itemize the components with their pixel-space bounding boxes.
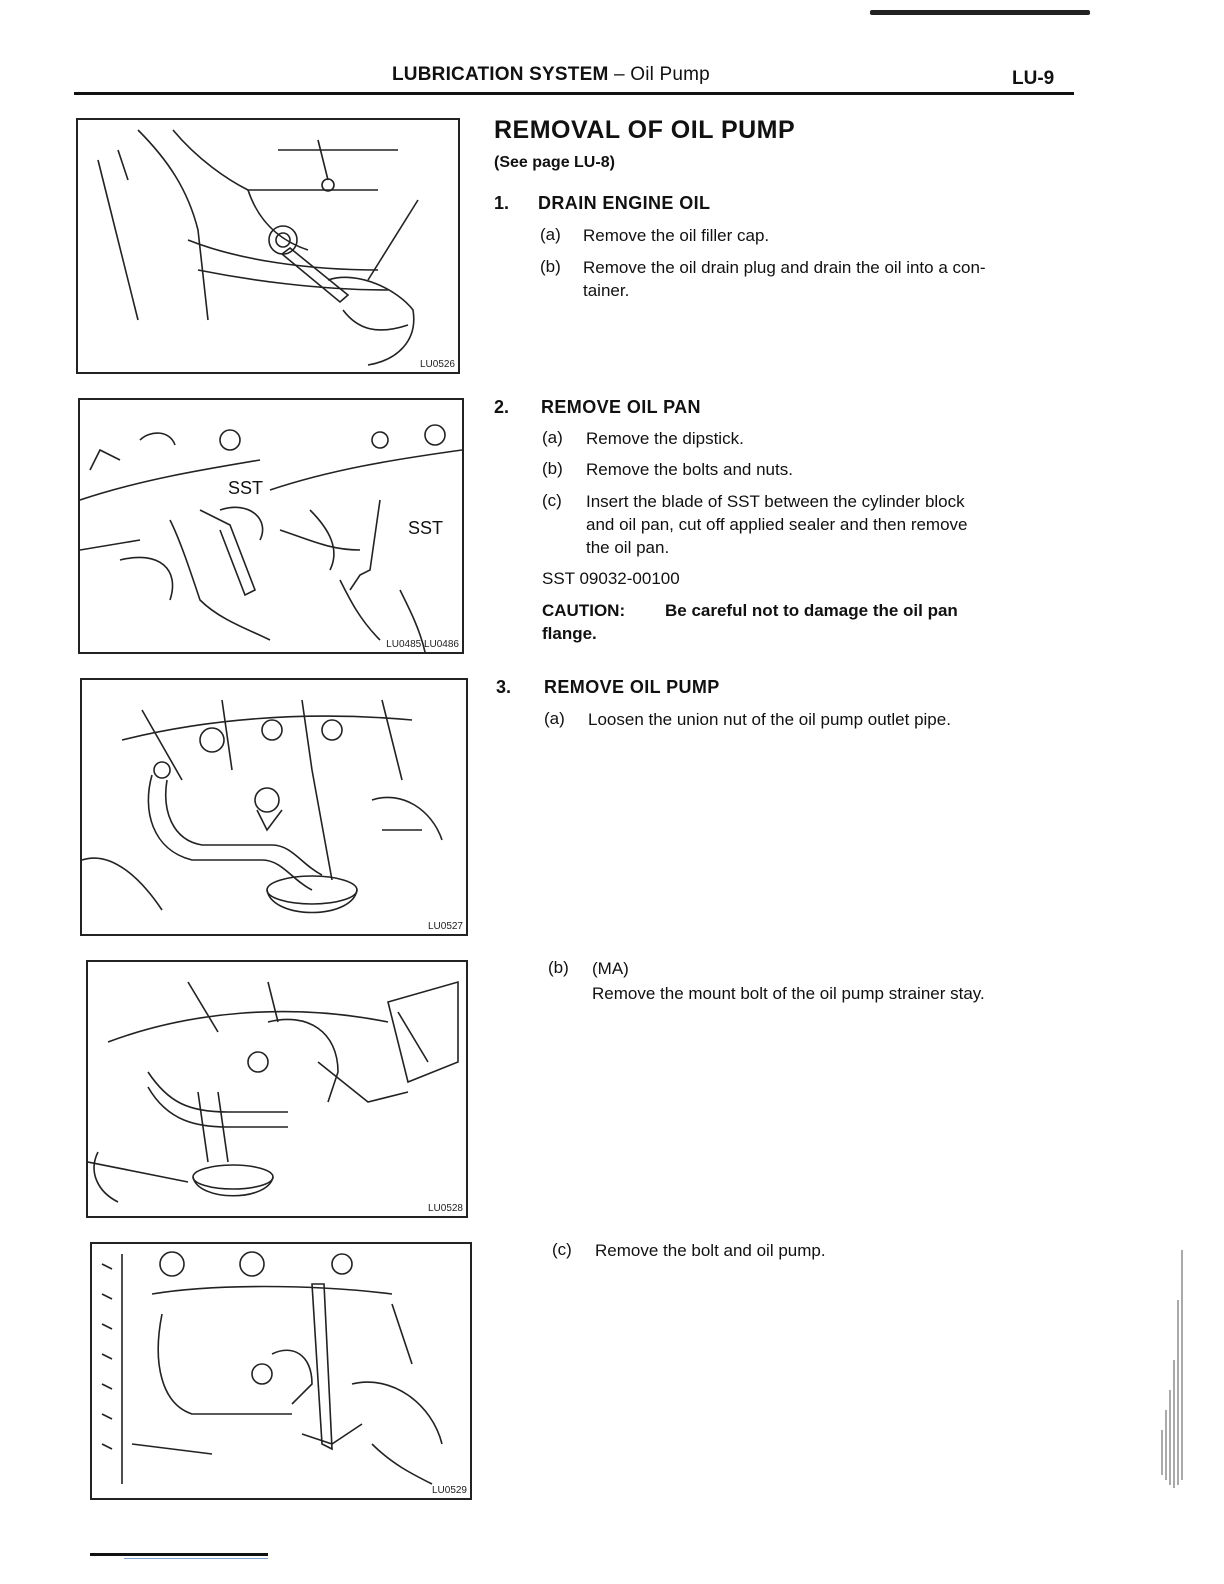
step-1b-text-cont: tainer. bbox=[583, 281, 630, 300]
step-3c-letter: (c) bbox=[552, 1240, 572, 1259]
step-3a-text: Loosen the union nut of the oil pump outlet pipe. bbox=[588, 710, 951, 729]
figure-code: LU0485 LU0486 bbox=[386, 639, 459, 650]
header-subsection: Oil Pump bbox=[630, 64, 710, 85]
step-2a-letter: (a) bbox=[542, 428, 563, 447]
oil-pan-sst-illustration bbox=[80, 400, 462, 652]
caution-text: Be careful not to damage the oil pan bbox=[665, 601, 958, 620]
step-2b-text: Remove the bolts and nuts. bbox=[586, 460, 793, 479]
footer-rule bbox=[90, 1553, 268, 1556]
step-1a-letter: (a) bbox=[540, 225, 561, 244]
step-2c-letter: (c) bbox=[542, 491, 562, 510]
step-2-heading: REMOVE OIL PAN bbox=[541, 397, 701, 417]
step-2c-text-cont2: the oil pan. bbox=[586, 538, 670, 557]
step-3-number: 3. bbox=[496, 677, 512, 697]
remove-pump-illustration bbox=[92, 1244, 470, 1498]
step-3b-text: Remove the mount bolt of the oil pump strainer stay. bbox=[592, 984, 985, 1003]
header-separator: – bbox=[613, 64, 625, 85]
figure-union-nut bbox=[80, 678, 468, 936]
page-number: LU-9 bbox=[1012, 68, 1055, 89]
step-2c-text: Insert the blade of SST between the cylinder block bbox=[586, 492, 965, 511]
step-1b-letter: (b) bbox=[540, 257, 561, 276]
see-page-reference: (See page LU-8) bbox=[494, 154, 615, 171]
caution-text-cont: flange. bbox=[542, 624, 597, 643]
header-rule bbox=[74, 92, 1074, 95]
page-header-title bbox=[392, 64, 710, 86]
scan-edge-artifact bbox=[1152, 1240, 1188, 1490]
figure-strainer-stay bbox=[86, 960, 468, 1218]
figure-code: LU0528 bbox=[427, 1203, 463, 1214]
sst-label-left: SST bbox=[228, 478, 264, 498]
figure-code: LU0527 bbox=[427, 921, 463, 932]
step-2-number: 2. bbox=[494, 397, 510, 417]
step-1-number: 1. bbox=[494, 193, 510, 213]
caution-label: CAUTION: bbox=[542, 601, 626, 620]
scan-rule-top bbox=[870, 10, 1090, 15]
step-1a-text: Remove the oil filler cap. bbox=[583, 226, 770, 245]
step-2b-letter: (b) bbox=[542, 459, 563, 478]
step-3b-model: (MA) bbox=[592, 959, 629, 978]
step-3a-letter: (a) bbox=[544, 709, 565, 728]
sst-label-right: SST bbox=[408, 518, 444, 538]
figure-code: LU0526 bbox=[419, 359, 455, 370]
step-3b-letter: (b) bbox=[548, 958, 569, 977]
footer-rule-blue bbox=[124, 1558, 268, 1559]
union-nut-illustration bbox=[82, 680, 466, 934]
figure-drain-plug bbox=[76, 118, 460, 374]
figure-remove-oil-pan bbox=[78, 398, 464, 654]
figure-remove-pump bbox=[90, 1242, 472, 1500]
step-1b-text: Remove the oil drain plug and drain the oil into a con- bbox=[583, 258, 986, 277]
header-section: LUBRICATION SYSTEM bbox=[392, 64, 609, 85]
page-title: REMOVAL OF OIL PUMP bbox=[494, 116, 796, 144]
step-3-heading: REMOVE OIL PUMP bbox=[544, 677, 720, 697]
sst-number: SST 09032-00100 bbox=[542, 569, 680, 588]
step-2a-text: Remove the dipstick. bbox=[586, 429, 744, 448]
figure-code: LU0529 bbox=[431, 1485, 467, 1496]
drain-plug-illustration bbox=[78, 120, 458, 372]
step-1-heading: DRAIN ENGINE OIL bbox=[538, 193, 711, 213]
step-3c-text: Remove the bolt and oil pump. bbox=[595, 1241, 826, 1260]
strainer-stay-illustration bbox=[88, 962, 466, 1216]
step-2c-text-cont: and oil pan, cut off applied sealer and then remove bbox=[586, 515, 968, 534]
